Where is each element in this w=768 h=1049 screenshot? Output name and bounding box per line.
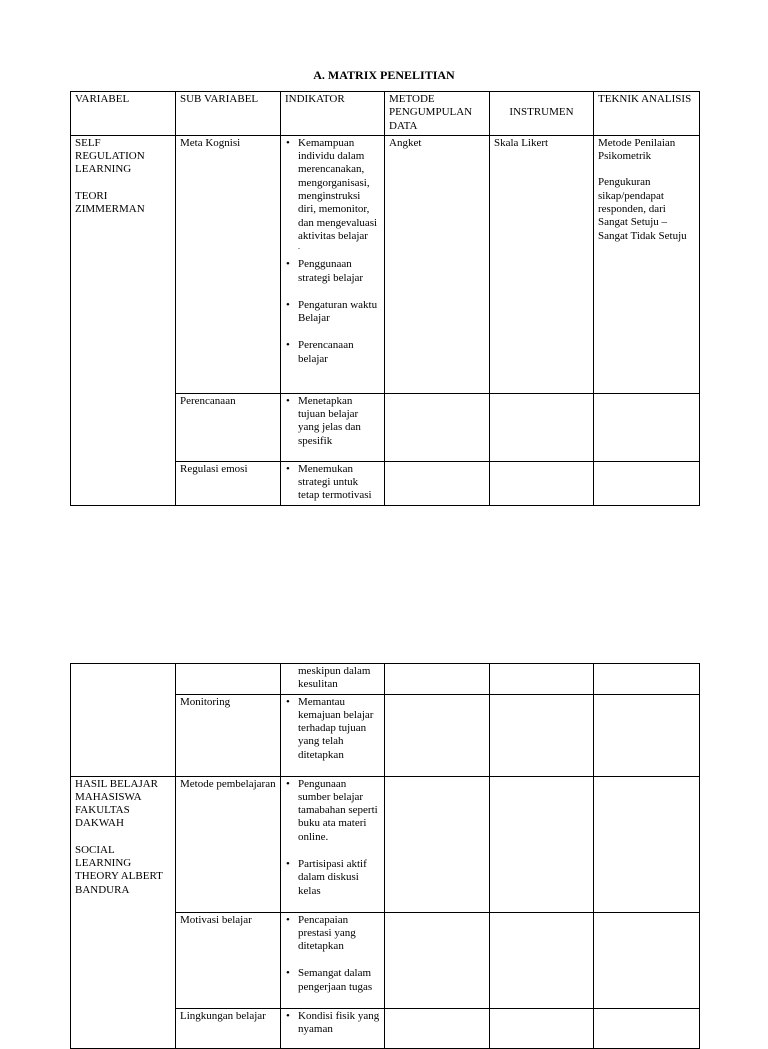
header-instrumen: INSTRUMEN bbox=[490, 92, 594, 136]
sub-variabel-cell: Meta Kognisi bbox=[176, 135, 281, 393]
instrumen-cell bbox=[490, 694, 594, 776]
indikator-cell bbox=[281, 776, 385, 912]
list-item: • Perencanaan belajar bbox=[285, 339, 380, 366]
instrumen-cell bbox=[490, 461, 594, 505]
variabel-cell bbox=[71, 664, 176, 777]
teknik-analisis-cell bbox=[594, 694, 700, 776]
list-item: • Penggunaan strategi belajar bbox=[285, 258, 380, 285]
teknik-analisis-cell bbox=[594, 776, 700, 912]
teknik-analisis-cell bbox=[594, 393, 700, 461]
list-item: • Pengunaan sumber belajar tamabahan seperti buku ata materi online. bbox=[285, 778, 380, 844]
sub-variabel-cell: Motivasi belajar bbox=[176, 912, 281, 1008]
metode-cell bbox=[385, 776, 490, 912]
table-row bbox=[71, 776, 700, 912]
metode-cell: Angket bbox=[385, 135, 490, 393]
indikator-continuation-cell: meskipun dalam kesulitan bbox=[281, 664, 385, 695]
list-item: • Menemukan strategi untuk tetap termotivasi bbox=[285, 463, 380, 503]
list-item: • Partisipasi aktif dalam diskusi kelas bbox=[285, 858, 380, 898]
table-header-row bbox=[71, 92, 700, 136]
list-item: • Pencapaian prestasi yang ditetapkan bbox=[285, 914, 380, 954]
instrumen-cell bbox=[490, 1008, 594, 1048]
header-indikator: INDIKATOR bbox=[281, 92, 385, 136]
indikator-cell bbox=[281, 135, 385, 393]
metode-cell bbox=[385, 664, 490, 695]
teknik-analisis-cell bbox=[594, 461, 700, 505]
teknik-analisis-cell bbox=[594, 912, 700, 1008]
metode-cell bbox=[385, 393, 490, 461]
instrumen-cell bbox=[490, 912, 594, 1008]
teknik-analisis-cell: Metode Penilaian Psikometrik Pengukuran sikap/pendapat responden, dari Sangat Setuju – Sangat Tidak Setuju bbox=[594, 135, 700, 393]
header-variabel: VARIABEL bbox=[71, 92, 176, 136]
sub-variabel-cell: Metode pembelajaran bbox=[176, 776, 281, 912]
instrumen-cell: Skala Likert bbox=[490, 135, 594, 393]
variabel-cell: HASIL BELAJAR MAHASISWA FAKULTAS DAKWAH SOCIAL LEARNING THEORY ALBERT BANDURA bbox=[71, 776, 176, 1048]
sub-variabel-cell bbox=[176, 664, 281, 695]
indikator-cell bbox=[281, 1008, 385, 1048]
list-item: • Kondisi fisik yang nyaman bbox=[285, 1010, 380, 1037]
sub-variabel-cell: Lingkungan belajar bbox=[176, 1008, 281, 1048]
metode-cell bbox=[385, 912, 490, 1008]
indikator-cell bbox=[281, 393, 385, 461]
sub-variabel-cell: Monitoring bbox=[176, 694, 281, 776]
list-item: • Menetapkan tujuan belajar yang jelas dan spesifik bbox=[285, 395, 380, 448]
list-item: • Kemampuan individu dalam merencanakan, mengorganisasi, menginstruksi diri, memonitor, dan mengevaluasi aktivitas belajar . bbox=[285, 137, 380, 250]
list-item: • Pengaturan waktu Belajar bbox=[285, 299, 380, 326]
header-teknik-analisis: TEKNIK ANALISIS bbox=[594, 92, 700, 136]
sub-variabel-cell: Regulasi emosi bbox=[176, 461, 281, 505]
table-row bbox=[71, 664, 700, 695]
teknik-analisis-cell bbox=[594, 664, 700, 695]
metode-cell bbox=[385, 461, 490, 505]
matrix-table-2 bbox=[70, 663, 700, 1049]
indikator-cell bbox=[281, 912, 385, 1008]
list-item: • Memantau kemajuan belajar terhadap tujuan yang telah ditetapkan bbox=[285, 696, 380, 762]
metode-cell bbox=[385, 694, 490, 776]
list-item: • Semangat dalam pengerjaan tugas bbox=[285, 967, 380, 994]
metode-cell bbox=[385, 1008, 490, 1048]
indikator-cell bbox=[281, 461, 385, 505]
page-title: A. MATRIX PENELITIAN bbox=[313, 68, 455, 82]
instrumen-cell bbox=[490, 776, 594, 912]
instrumen-cell bbox=[490, 664, 594, 695]
instrumen-cell bbox=[490, 393, 594, 461]
variabel-cell: SELF REGULATION LEARNING TEORI ZIMMERMAN bbox=[71, 135, 176, 505]
sub-variabel-cell: Perencanaan bbox=[176, 393, 281, 461]
teknik-analisis-cell bbox=[594, 1008, 700, 1048]
indikator-cell bbox=[281, 694, 385, 776]
matrix-table-1 bbox=[70, 91, 700, 506]
header-metode: METODE PENGUMPULAN DATA bbox=[385, 92, 490, 136]
header-sub-variabel: SUB VARIABEL bbox=[176, 92, 281, 136]
table-row bbox=[71, 135, 700, 393]
